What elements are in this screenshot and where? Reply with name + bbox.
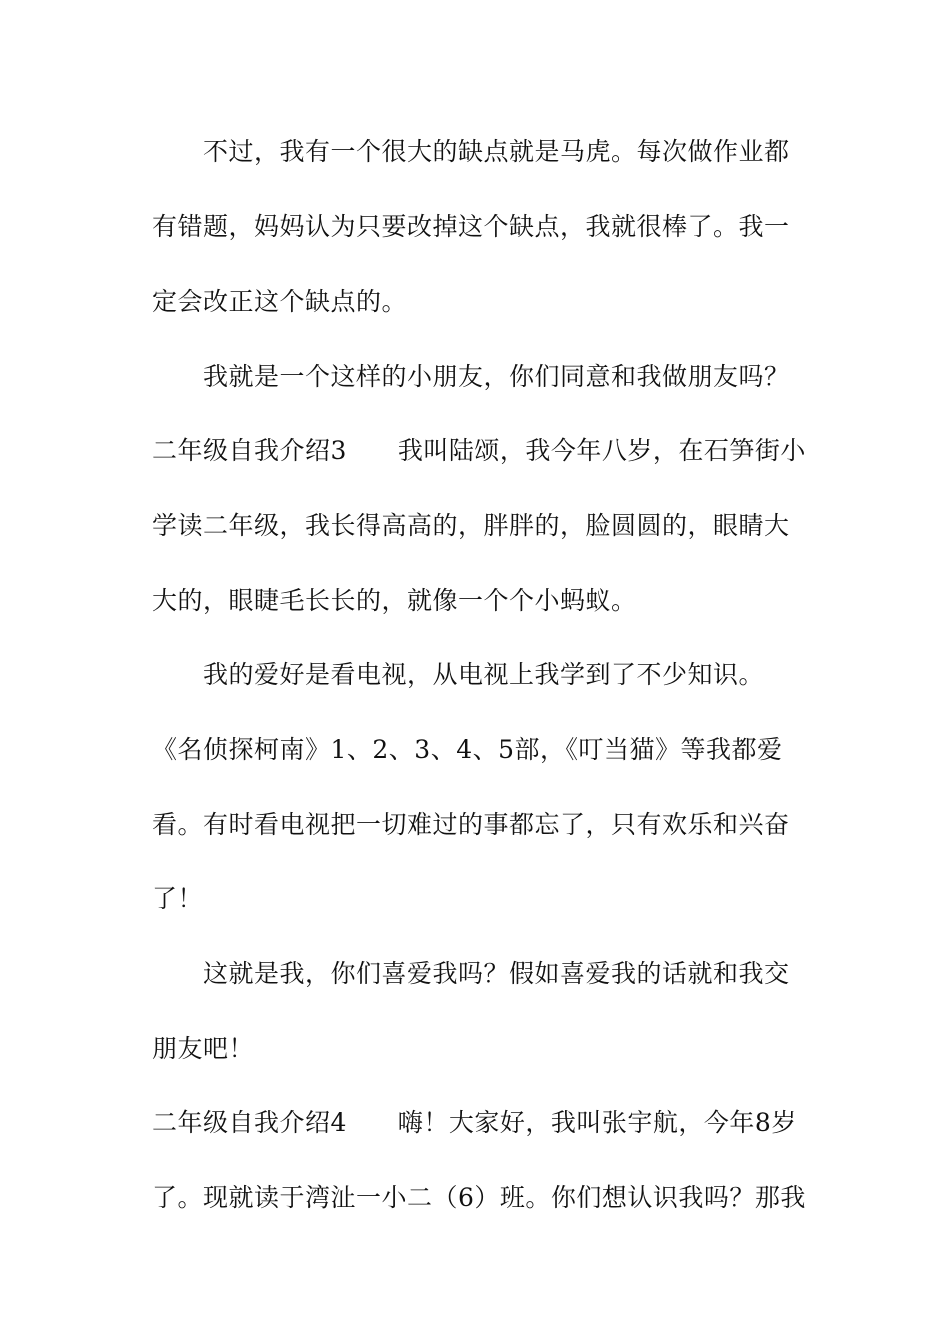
text-line: 看。有时看电视把一切难过的事都忘了，只有欢乐和兴奋 [152, 810, 790, 839]
text-line: 了。现就读于湾沚一小二（6）班。你们想认识我吗？那我 [152, 1183, 806, 1212]
section-heading-line: 二年级自我介绍4 嗨！大家好，我叫张宇航，今年8岁 [152, 1108, 797, 1137]
text-line: 定会改正这个缺点的。 [152, 287, 408, 316]
text-line: 不过，我有一个很大的缺点就是马虎。每次做作业都 [203, 137, 790, 166]
text-line: 《名侦探柯南》1、2、3、4、5部，《叮当猫》等我都爱 [152, 735, 783, 764]
text-line: 这就是我，你们喜爱我吗？假如喜爱我的话就和我交 [203, 959, 790, 988]
text-line: 大的，眼睫毛长长的，就像一个个小蚂蚁。 [152, 586, 637, 615]
text-line: 学读二年级，我长得高高的，胖胖的，脸圆圆的，眼睛大 [152, 511, 790, 540]
text-line: 我的爱好是看电视，从电视上我学到了不少知识。 [203, 660, 765, 689]
text-line: 朋友吧！ [152, 1034, 255, 1063]
text-line: 我就是一个这样的小朋友，你们同意和我做朋友吗？ [203, 362, 790, 391]
text-line: 了！ [152, 884, 204, 913]
section-heading-line: 二年级自我介绍3 我叫陆颂，我今年八岁，在石笋街小 [152, 436, 806, 465]
text-line: 有错题，妈妈认为只要改掉这个缺点，我就很棒了。我一 [152, 212, 790, 241]
